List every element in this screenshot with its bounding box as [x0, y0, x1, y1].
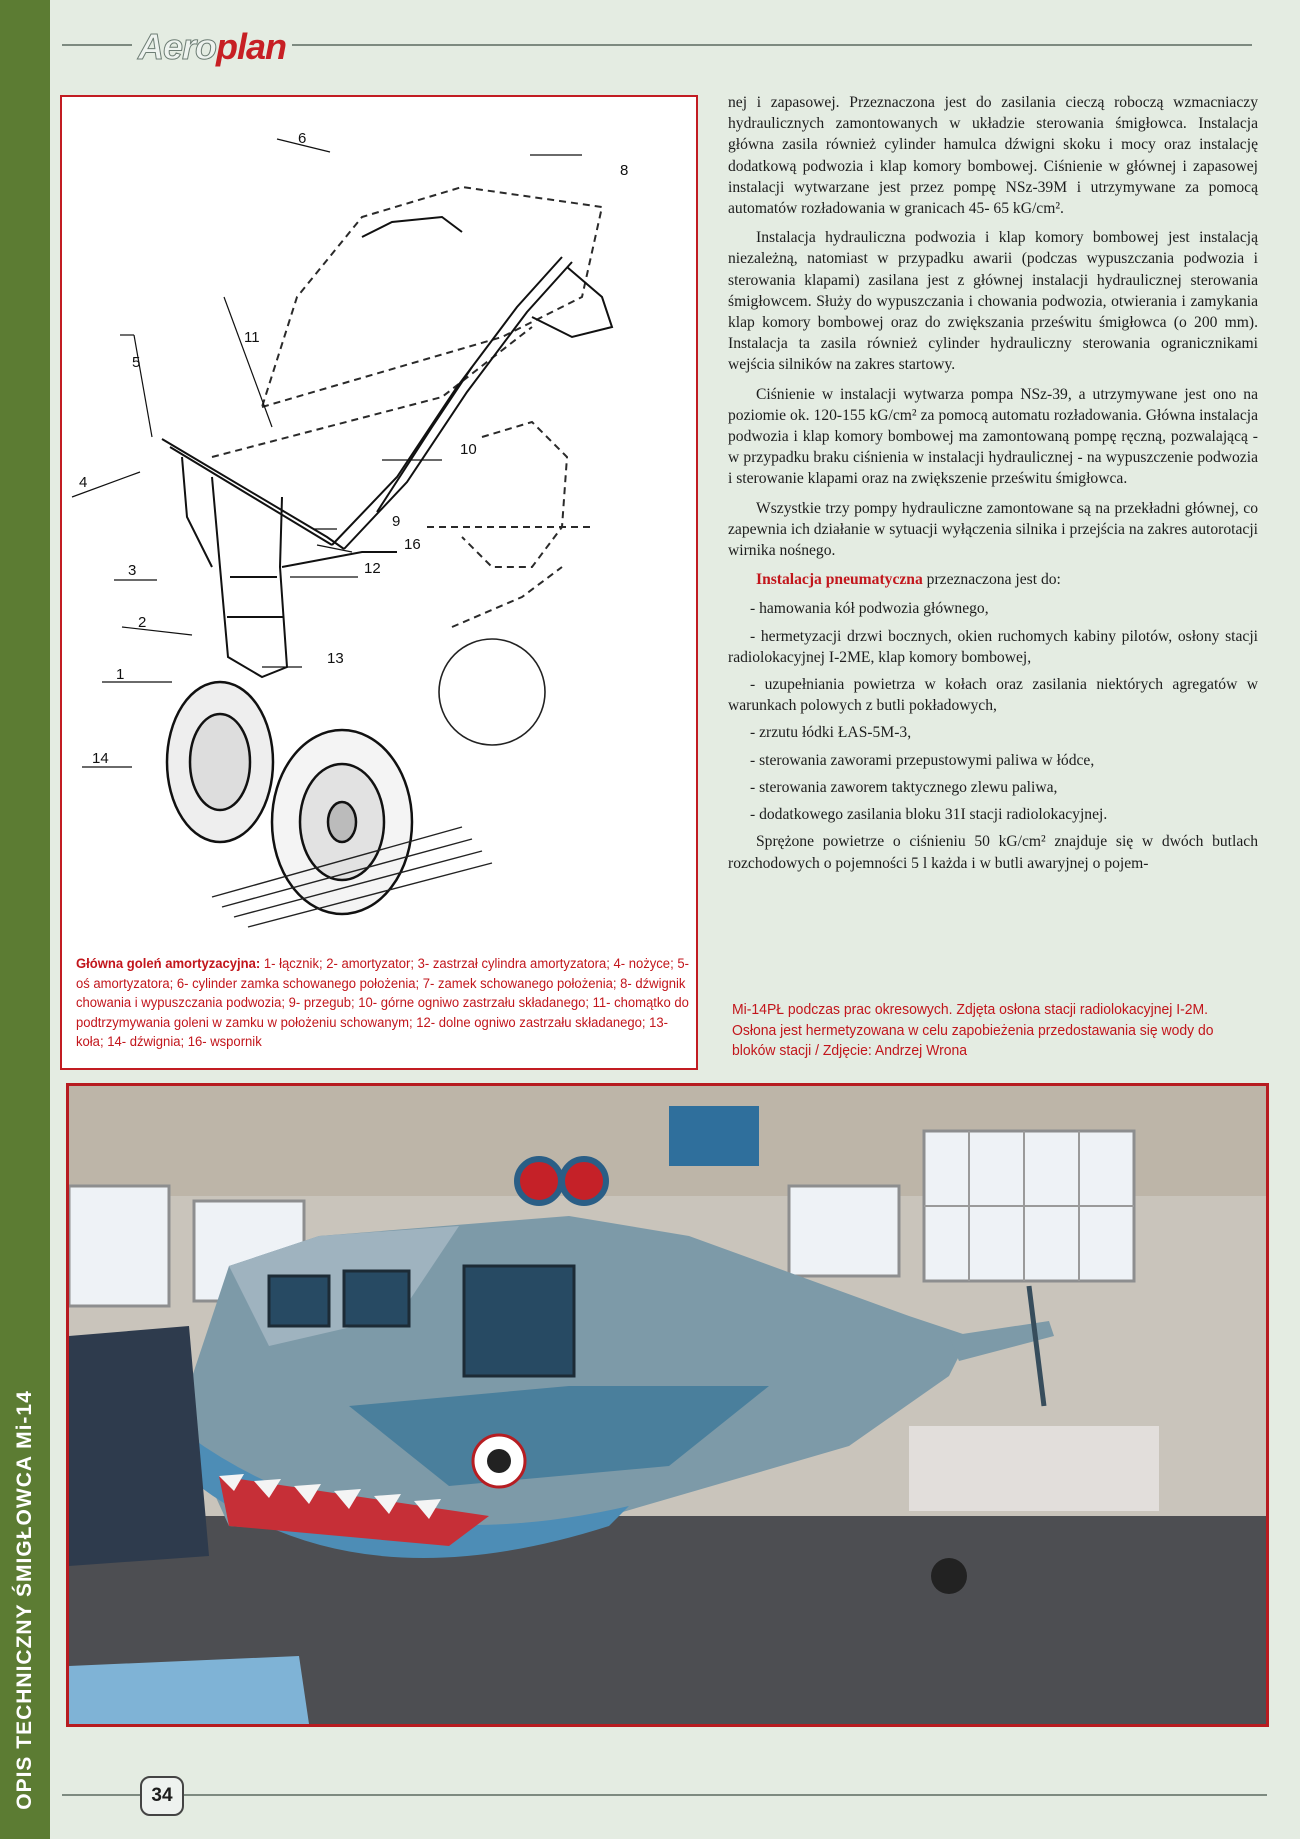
part-label: 1 — [116, 666, 125, 683]
part-label: 16 — [404, 536, 421, 553]
logo-part-aero: Aero — [138, 26, 217, 67]
list-item: - hamowania kół podwozia głównego, — [750, 600, 989, 618]
section-heading: Instalacja pneumatyczna — [756, 571, 923, 589]
list-item: - hermetyzacji drzwi bocznych, okien ruchomych kabiny pilotów, osłony stacji radiolokacyjnej I-2ME, klap komory bombowej, — [728, 627, 1258, 666]
list-item: - sterowania zaworem taktycznego zlewu paliwa, — [750, 778, 1058, 796]
magazine-logo — [132, 26, 292, 68]
part-label: 6 — [298, 130, 307, 147]
list-item: - zrzutu łódki ŁAS-5M-3, — [750, 724, 912, 742]
page-number: 34 — [140, 1776, 184, 1816]
article-paragraph: Instalacja hydrauliczna podwozia i klap komory bombowej jest instalacją niezależną, natomiast w przypadku awarii (podczas wypuszczania podwozia i sterowania klapami) zasilana jest z głównej instalacji hydraulicznej sterowania śmigłowcem. Służy do wypuszczania i chowania podwozia, otwierania i zamykania klap komory bombowej oraz do zwiększania prześwitu śmigłowca (o 200 mm). Instalacja ta zasila również cylinder hydrauliczny sterowania ogranicznikami wejścia silników na zakres startowy. — [728, 229, 1258, 374]
article-paragraph: Sprężone powietrze o ciśnieniu 50 kG/cm² znajduje się w dwóch butlach rozchodowych o pojemności 5 l każda i w butli awaryjnej o pojem- — [728, 833, 1258, 872]
part-label: 2 — [138, 614, 147, 631]
part-label: 14 — [92, 750, 109, 767]
landing-gear-drawing — [62, 97, 696, 957]
part-label: 5 — [132, 354, 141, 371]
landing-gear-figure — [60, 95, 698, 1070]
figure-caption-text: 1- łącznik; 2- amortyzator; 3- zastrzał cylindra amortyzatora; 4- nożyce; 5- oś amortyzatora; 6- cylinder zamka schowanego położenia; 7- zamek schowanego położenia; 8- dźwignik chowania i wypuszczania podwozia; 9- przegub; 10- górne ogniwo zastrzału składanego; 11- chomątko do podtrzymywania goleni w zamku w położeniu schowanym; 12- dolne ogniwo zastrzału składanego; 13- koła; 14- dźwignia; 16- wspornik — [76, 956, 689, 1050]
part-label: 9 — [392, 513, 401, 530]
list-item: - sterowania zaworami przepustowymi paliwa w łódce, — [750, 751, 1095, 769]
section-intro-text: przeznaczona jest do: — [922, 571, 1061, 589]
section-spine — [0, 0, 50, 1839]
section-intro — [728, 569, 1258, 590]
part-label: 4 — [79, 474, 88, 491]
helicopter-photo — [66, 1083, 1269, 1727]
list-item: - uzupełniania powietrza w kołach oraz zasilania niektórych agregatów w warunkach polowych z butli pokładowych, — [728, 676, 1258, 715]
article-text — [728, 92, 1258, 882]
part-label: 12 — [364, 560, 381, 577]
article-paragraph: nej i zapasowej. Przeznaczona jest do zasilania cieczą roboczą wzmacniaczy hydraulicznych zamontowanych w układzie sterowania śmigłowca. Instalacja główna zasila również cylinder hamulca dźwigni skoku i mocy oraz instalację dodatkową podwozia i klap komory bombowej. Ciśnienie w głównej i zapasowej instalacji wytwarzane jest przez pompę NSz-39M i utrzymywane za pomocą automatów rozładowania w granicach 45- 65 kG/cm². — [728, 94, 1258, 218]
part-label: 3 — [128, 562, 137, 579]
article-paragraph: Ciśnienie w instalacji wytwarza pompa NSz-39, a utrzymywane jest ono na poziomie ok. 120-155 kG/cm² za pomocą automatu rozładowania. Główna instalacja podwozia i klap komory bombowej ma zamontowaną pompę ręczną, pozwalającą - w przypadku braku ciśnienia w instalacji hydraulicznej - na wypuszczenie podwozia i sterowanie klapami oraz na zwiększenie prześwitu śmigłowca. — [728, 385, 1258, 488]
logo-part-plan: plan — [216, 26, 287, 67]
part-label: 8 — [620, 162, 629, 179]
figure-caption — [76, 955, 692, 1053]
section-spine-title: OPIS TECHNICZNY ŚMIGŁOWCA Mi-14 — [13, 1390, 36, 1810]
photo-caption: Mi-14PŁ podczas prac okresowych. Zdjęta osłona stacji radiolokacyjnej I-2M. Osłona jest hermetyzowana w celu zapobieżenia przedostawania się wody do bloków stacji / Zdjęcie: Andrzej Wrona — [732, 1001, 1214, 1059]
part-label: 10 — [460, 441, 477, 458]
part-label: 13 — [327, 650, 344, 667]
list-item: - dodatkowego zasilania bloku 31I stacji radiolokacyjnej. — [750, 806, 1108, 824]
figure-caption-title: Główna goleń amortyzacyjna: — [76, 956, 261, 972]
article-paragraph: Wszystkie trzy pompy hydrauliczne zamontowane są na przekładni głównej, co zapewnia ich działanie w sytuacji wyłączenia silnika i przejścia na zakres autorotacji wirnika nośnego. — [728, 499, 1258, 560]
footer-rule — [62, 1794, 1267, 1796]
part-label: 11 — [244, 329, 260, 346]
